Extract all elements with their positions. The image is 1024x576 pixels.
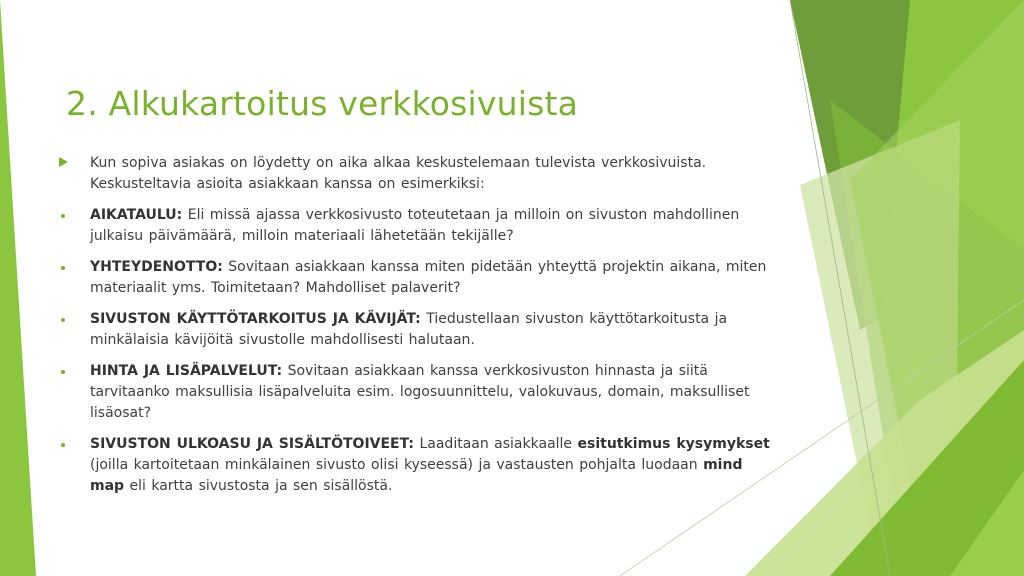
bullet-label: SIVUSTON KÄYTTÖTARKOITUS JA KÄVIJÄT: xyxy=(90,311,421,327)
bullet-text: Laaditaan asiakkaalle xyxy=(419,436,573,452)
list-item-ulkoasu xyxy=(56,434,776,497)
bullet-label: HINTA JA LISÄPALVELUT: xyxy=(90,363,283,379)
bullet-text: (joilla kartoitetaan minkälainen sivusto olisi kyseessä) ja vastausten pohjalta luodaan xyxy=(90,457,698,473)
bullet-text: Sovitaan asiakkaan kanssa verkkosivuston hinnasta ja siitä tarvitaanko maksullisia lisäpalveluita esim. logosuunnittelu, valokuvaus, domain, maksulliset lisäosat? xyxy=(90,363,750,421)
intro-text: Kun sopiva asiakas on löydetty on aika alkaa keskustelemaan tulevista verkkosivuista. Keskusteltavia asioita asiakkaan kanssa on esimerkiksi: xyxy=(90,155,707,192)
dot-bullet-icon xyxy=(56,205,90,227)
list-item-kayttotarkoitus xyxy=(56,309,776,351)
bullet-text: eli kartta sivustosta ja sen sisällöstä. xyxy=(129,478,393,494)
bullet-text: Tiedustellaan sivuston käyttötarkoitusta ja minkälaisia kävijöitä sivustolle mahdollisesti halutaan. xyxy=(90,311,728,348)
dot-bullet-icon xyxy=(56,434,90,456)
slide-title: 2. Alkukartoitus verkkosivuista xyxy=(66,84,579,123)
list-item-intro xyxy=(56,153,776,195)
dot-bullet-icon xyxy=(56,257,90,279)
content-list xyxy=(56,153,776,507)
bullet-label: SIVUSTON ULKOASU JA SISÄLTÖTOIVEET: xyxy=(90,436,415,452)
list-item-yhteydenotto xyxy=(56,257,776,299)
bullet-label: AIKATAULU: xyxy=(90,207,183,223)
left-green-sliver xyxy=(0,0,36,576)
bullet-emphasis: mind map xyxy=(90,457,743,494)
bullet-emphasis: esitutkimus kysymykset xyxy=(577,436,770,452)
list-item-aikataulu xyxy=(56,205,776,247)
arrow-bullet-icon xyxy=(56,153,90,175)
bullet-text: Sovitaan asiakkaan kanssa miten pidetään yhteyttä projektin aikana, miten materiaalit yms. Toimitetaan? Mahdolliset palaverit? xyxy=(90,259,767,296)
list-item-hinta xyxy=(56,361,776,424)
dot-bullet-icon xyxy=(56,361,90,383)
bullet-text: Eli missä ajassa verkkosivusto toteutetaan ja milloin on sivuston mahdollinen julkaisu päivämäärä, milloin materiaali lähetetään tekijälle? xyxy=(90,207,740,244)
dot-bullet-icon xyxy=(56,309,90,331)
bullet-label: YHTEYDENOTTO: xyxy=(90,259,223,275)
